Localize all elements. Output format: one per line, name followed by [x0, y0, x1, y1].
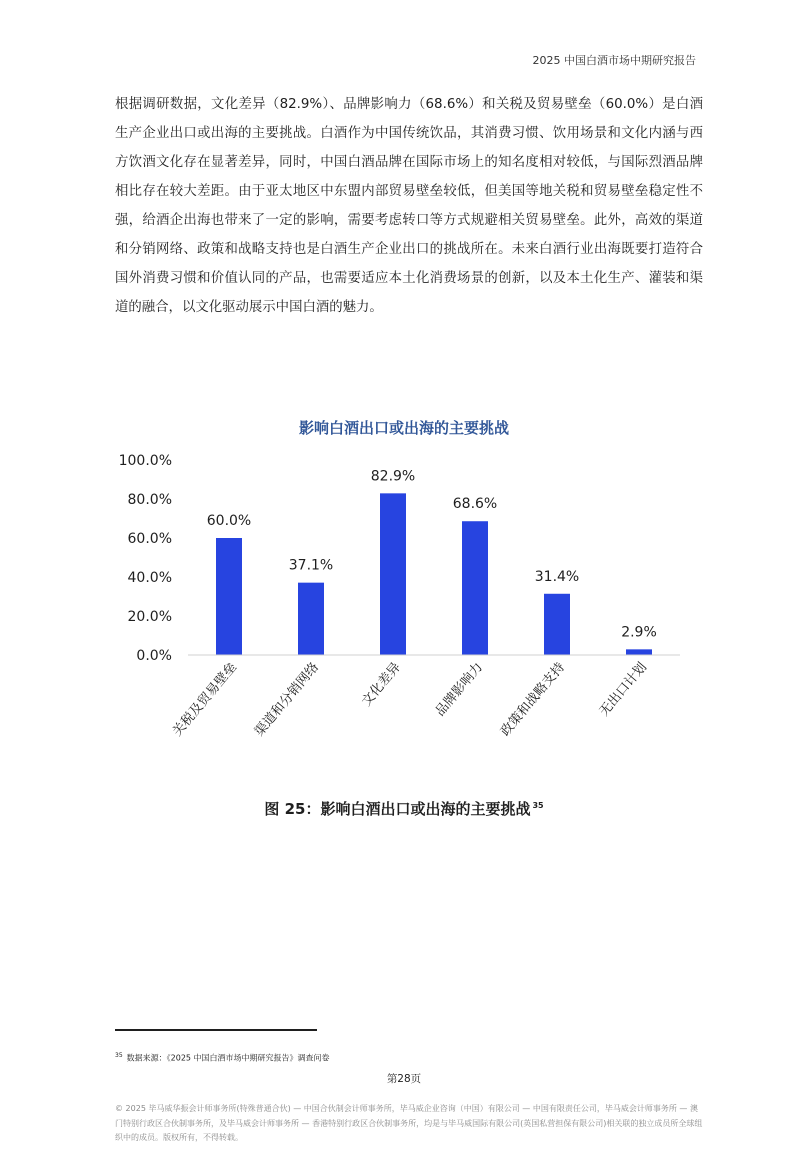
- chart-value-labels: [207, 468, 657, 640]
- figure-caption: [0, 798, 808, 819]
- x-category-label: 渠道和分销网络: [252, 659, 323, 740]
- footnote-divider: [115, 1029, 317, 1031]
- x-category-label: 无出口计划: [596, 659, 651, 720]
- x-category-label: 关税及贸易壁垒: [170, 659, 241, 740]
- chart-bars: [216, 493, 652, 655]
- y-axis-tick-labels: [119, 453, 172, 664]
- footnote: [115, 1052, 330, 1064]
- x-category-label: 品牌影响力: [432, 659, 487, 720]
- y-tick-label: 100.0%: [118, 453, 172, 469]
- footnote-number: 35: [115, 1052, 123, 1059]
- copyright-notice: © 2025 毕马威华振会计师事务所(特殊普通合伙) — 中国合伙制会计师事务所，毕马威企业咨询（中国）有限公司 — 中国有限责任公司，毕马威会计师事务所 — 澳门特别行政区合伙制事务所，及毕马威会计师事务所 — 香港特别行政区合伙制事务所，均是与毕马威国际有限公司(英国私营担保有限公司)相关联的独立成员所全球组织中的成员。版权所有，不得转载。: [115, 1104, 703, 1142]
- bar: [626, 649, 652, 655]
- bar-value-label: 2.9%: [621, 624, 657, 641]
- bar-value-label: 37.1%: [288, 557, 334, 574]
- body-paragraph-block: [115, 90, 703, 322]
- bar-value-label: 68.6%: [452, 496, 498, 513]
- y-tick-label: 40.0%: [127, 570, 172, 586]
- bar-value-label: 31.4%: [534, 568, 580, 585]
- x-category-label: 文化差异: [359, 659, 405, 710]
- chart-title: 影响白酒出口或出海的主要挑战: [298, 419, 509, 437]
- x-axis-category-labels: [170, 659, 650, 739]
- bar: [462, 521, 488, 655]
- page-number: 第28页: [386, 1073, 422, 1085]
- bar: [544, 594, 570, 655]
- bar: [298, 583, 324, 655]
- bar: [216, 538, 242, 655]
- body-paragraph: 根据调研数据，文化差异（82.9%）、品牌影响力（68.6%）和关税及贸易壁垒（60.0%）是白酒生产企业出口或出海的主要挑战。白酒作为中国传统饮品，其消费习惯、饮用场景和文化内涵与西方饮酒文化存在显著差异，同时，中国白酒品牌在国际市场上的知名度相对较低，与国际烈酒品牌相比存在较大差距。由于亚太地区中东盟内部贸易壁垒较低，但美国等地关税和贸易壁垒稳定性不强，给酒企出海也带来了一定的影响，需要考虑转口等方式规避相关贸易壁垒。此外，高效的渠道和分销网络、政策和战略支持也是白酒生产企业出口的挑战所在。未来白酒行业出海既要打造符合国外消费习惯和价值认同的产品，也需要适应本土化消费场景的创新，以及本土化生产、灌装和渠道的融合，以文化驱动展示中国白酒的魅力。: [115, 97, 703, 315]
- figure-caption-text: 图 25：影响白酒出口或出海的主要挑战: [264, 800, 531, 818]
- bar: [380, 493, 406, 655]
- bar-chart: [0, 440, 808, 780]
- y-tick-label: 20.0%: [127, 609, 172, 625]
- y-tick-label: 0.0%: [136, 648, 172, 664]
- bar-value-label: 60.0%: [206, 513, 252, 529]
- x-category-label: 政策和战略支持: [498, 659, 569, 740]
- y-tick-label: 80.0%: [127, 492, 172, 508]
- bar-value-label: 82.9%: [370, 468, 416, 485]
- footnote-text: 数据来源：《2025 中国白酒市场中期研究报告》调查问卷: [126, 1053, 330, 1063]
- y-tick-label: 60.0%: [127, 531, 172, 547]
- figure-caption-ref: 35: [532, 801, 544, 810]
- page-header-title: 2025 中国白酒市场中期研究报告: [532, 54, 696, 67]
